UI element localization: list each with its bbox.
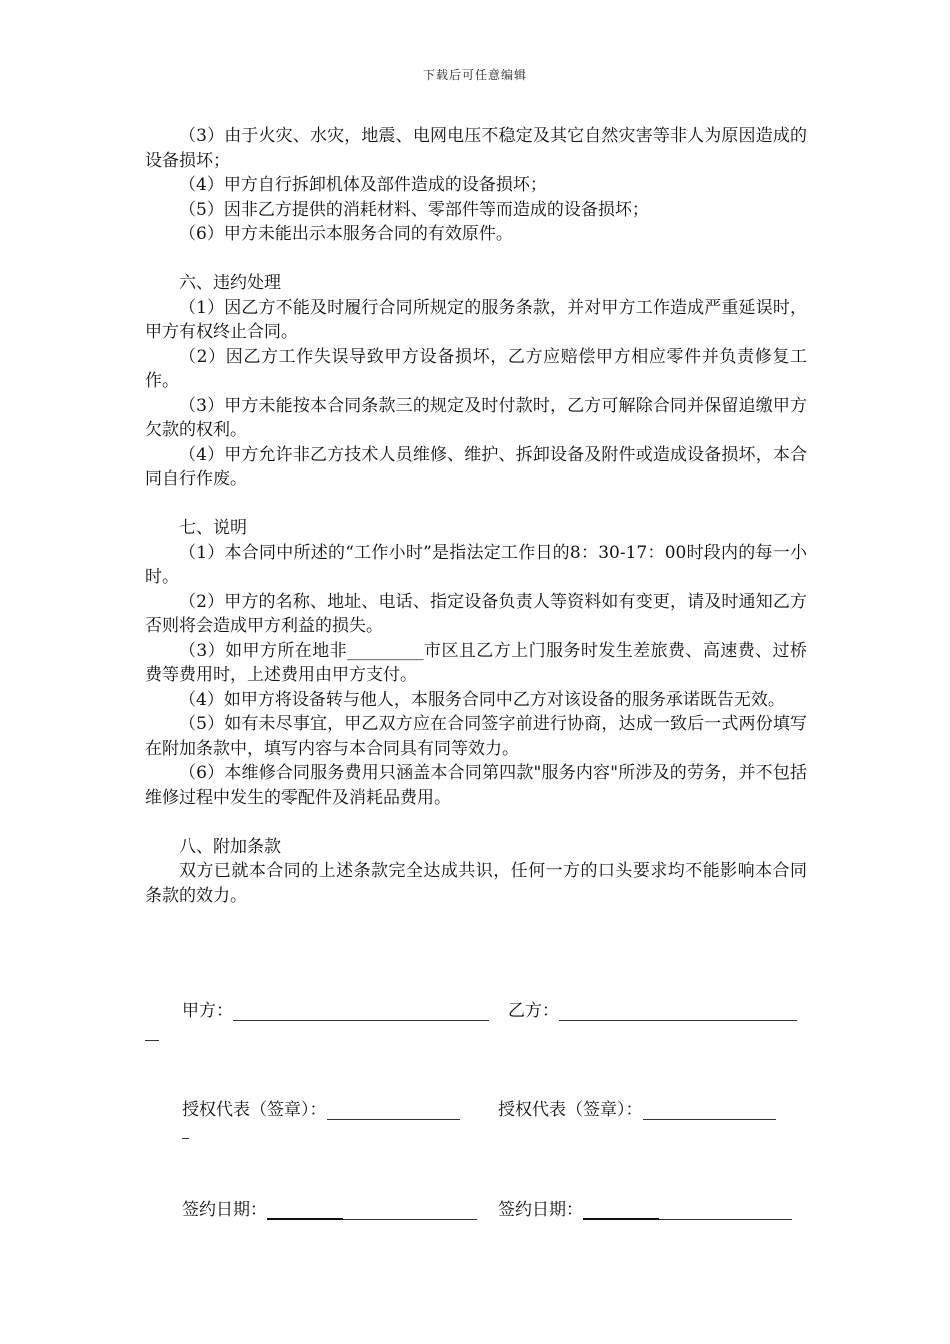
sec6-item-2: （2）因乙方工作失误导致甲方设备损坏，乙方应赔偿甲方相应零件并负责修复工作。 bbox=[145, 346, 807, 391]
party-a-signature-line[interactable] bbox=[233, 1003, 489, 1021]
rep-a-signature-line[interactable] bbox=[327, 1102, 460, 1120]
contract-body bbox=[145, 124, 807, 908]
signature-date-row bbox=[145, 1195, 807, 1219]
rep-line-overflow bbox=[182, 1138, 189, 1139]
sec8-title: 八、附加条款 bbox=[179, 836, 281, 857]
sec7-item-1: （1）本合同中所述的“工作小时”是指法定工作日的8：30-17：00时段内的每一小时。 bbox=[145, 542, 807, 587]
sec6-item-4: （4）甲方允许非乙方技术人员维修、维护、拆卸设备及附件或造成设备损坏，本合同自行作废。 bbox=[145, 444, 807, 489]
party-line-overflow bbox=[145, 1040, 159, 1041]
sec5-item-5: （5）因非乙方提供的消耗材料、零部件等而造成的设备损坏； bbox=[179, 199, 649, 220]
date-a-line-thick[interactable] bbox=[267, 1201, 343, 1220]
signature-party-row bbox=[145, 996, 807, 1020]
sec5-item-3: （3）由于火灾、水灾，地震、电网电压不稳定及其它自然灾害等非人为原因造成的设备损坏； bbox=[145, 126, 807, 171]
party-b-signature-line[interactable] bbox=[559, 1003, 797, 1021]
date-b-label: 签约日期： bbox=[498, 1200, 583, 1220]
rep-b-signature-line[interactable] bbox=[643, 1102, 776, 1120]
date-b-line-thick[interactable] bbox=[583, 1201, 659, 1220]
signature-rep-row bbox=[145, 1095, 807, 1119]
sec6-item-1: （1）因乙方不能及时履行合同所规定的服务条款，并对甲方工作造成严重延误时，甲方有权终止合同。 bbox=[145, 297, 807, 342]
date-b-line[interactable] bbox=[659, 1202, 792, 1220]
sec7-item-5: （5）如有未尽事宜，甲乙双方应在合同签字前进行协商，达成一致后一式两份填写在附加条款中，填写内容与本合同具有同等效力。 bbox=[145, 714, 807, 759]
sec7-item-4: （4）如甲方将设备转与他人，本服务合同中乙方对该设备的服务承诺既告无效。 bbox=[179, 689, 785, 710]
sec6-title: 六、违约处理 bbox=[179, 273, 281, 293]
sec5-item-4: （4）甲方自行拆卸机体及部件造成的设备损坏； bbox=[179, 175, 547, 195]
sec8-body: 双方已就本合同的上述条款完全达成共识，任何一方的口头要求均不能影响本合同条款的效力。 bbox=[145, 861, 807, 906]
rep-a-label: 授权代表（签章）： bbox=[182, 1100, 327, 1120]
sec7-title: 七、说明 bbox=[179, 518, 247, 538]
party-a-label: 甲方： bbox=[182, 1001, 233, 1021]
sec7-item-6: （6）本维修合同服务费用只涵盖本合同第四款"服务内容"所涉及的劳务，并不包括维修过程中发生的零配件及消耗品费用。 bbox=[145, 763, 807, 808]
page-header: 下载后可任意编辑 bbox=[422, 68, 527, 82]
date-a-label: 签约日期： bbox=[182, 1200, 267, 1220]
sec5-item-6: （6）甲方未能出示本服务合同的有效原件。 bbox=[179, 224, 513, 244]
rep-b-label: 授权代表（签章）： bbox=[498, 1100, 643, 1120]
sec6-item-3: （3）甲方未能按本合同条款三的规定及时付款时，乙方可解除合同并保留追缴甲方欠款的权利。 bbox=[145, 395, 807, 440]
party-b-label: 乙方： bbox=[508, 1001, 559, 1021]
date-a-line[interactable] bbox=[343, 1202, 477, 1220]
sec7-item-2: （2）甲方的名称、地址、电话、指定设备负责人等资料如有变更，请及时通知乙方否则将会造成甲方利益的损失。 bbox=[145, 591, 807, 636]
sec7-item-3: （3）如甲方所在地非_________市区且乙方上门服务时发生差旅费、高速费、过桥费等费用时，上述费用由甲方支付。 bbox=[145, 640, 807, 685]
